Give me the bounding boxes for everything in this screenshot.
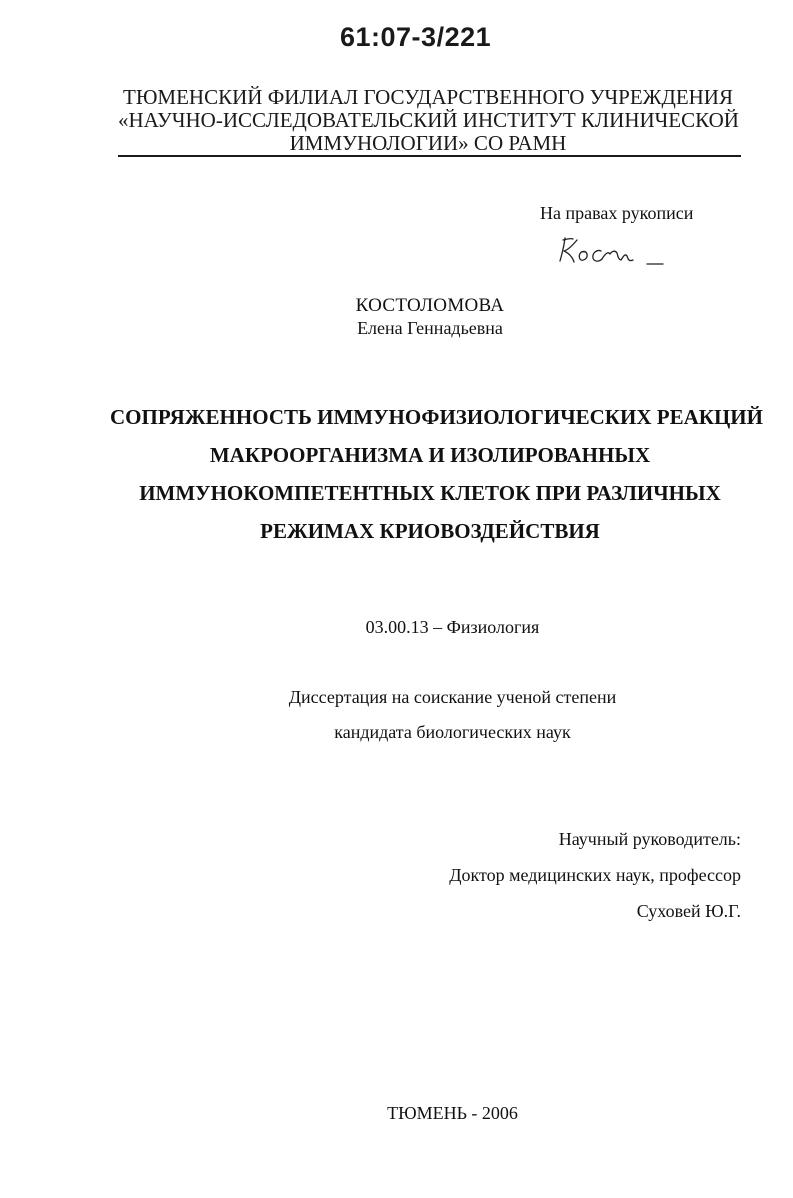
thesis-title (110, 398, 763, 550)
thesis-title-line-4: РЕЖИМАХ КРИОВОЗДЕЙСТВИЯ (260, 519, 600, 543)
archive-code: 61:07-3/221 (340, 22, 492, 52)
supervisor-name: Суховей Ю.Г. (636, 901, 741, 921)
institution-line-1: ТЮМЕНСКИЙ ФИЛИАЛ ГОСУДАРСТВЕННОГО УЧРЕЖДЕНИЯ (123, 85, 733, 109)
handwritten-signature (555, 228, 675, 273)
degree-line-2: кандидата биологических наук (334, 722, 571, 742)
institution-line-2: «НАУЧНО-ИССЛЕДОВАТЕЛЬСКИЙ ИНСТИТУТ КЛИНИЧЕСКОЙ (118, 108, 739, 132)
supervisor-rank: Доктор медицинских наук, профессор (449, 865, 741, 885)
supervisor-label: Научный руководитель: (558, 829, 741, 849)
author-name: Елена Геннадьевна (357, 318, 503, 338)
supervisor-block (449, 821, 741, 929)
degree-statement (0, 680, 793, 750)
thesis-title-line-1: СОПРЯЖЕННОСТЬ ИММУНОФИЗИОЛОГИЧЕСКИХ РЕАКЦИЙ (110, 405, 763, 429)
author-surname: КОСТОЛОМОВА (355, 295, 505, 316)
specialty-code: 03.00.13 – Физиология (365, 617, 540, 637)
thesis-title-line-3: ИММУНОКОМПЕТЕНТНЫХ КЛЕТОК ПРИ РАЗЛИЧНЫХ (139, 481, 721, 505)
thesis-title-line-2: МАКРООРГАНИЗМА И ИЗОЛИРОВАННЫХ (209, 443, 651, 467)
header-divider (118, 155, 741, 157)
manuscript-rights-label: На правах рукописи (540, 203, 694, 223)
institution-line-3: ИММУНОЛОГИИ» СО РАМН (289, 131, 567, 155)
city-year: ТЮМЕНЬ - 2006 (387, 1103, 518, 1123)
degree-line-1: Диссертация на соискание ученой степени (288, 687, 617, 707)
institution-block (118, 86, 738, 155)
